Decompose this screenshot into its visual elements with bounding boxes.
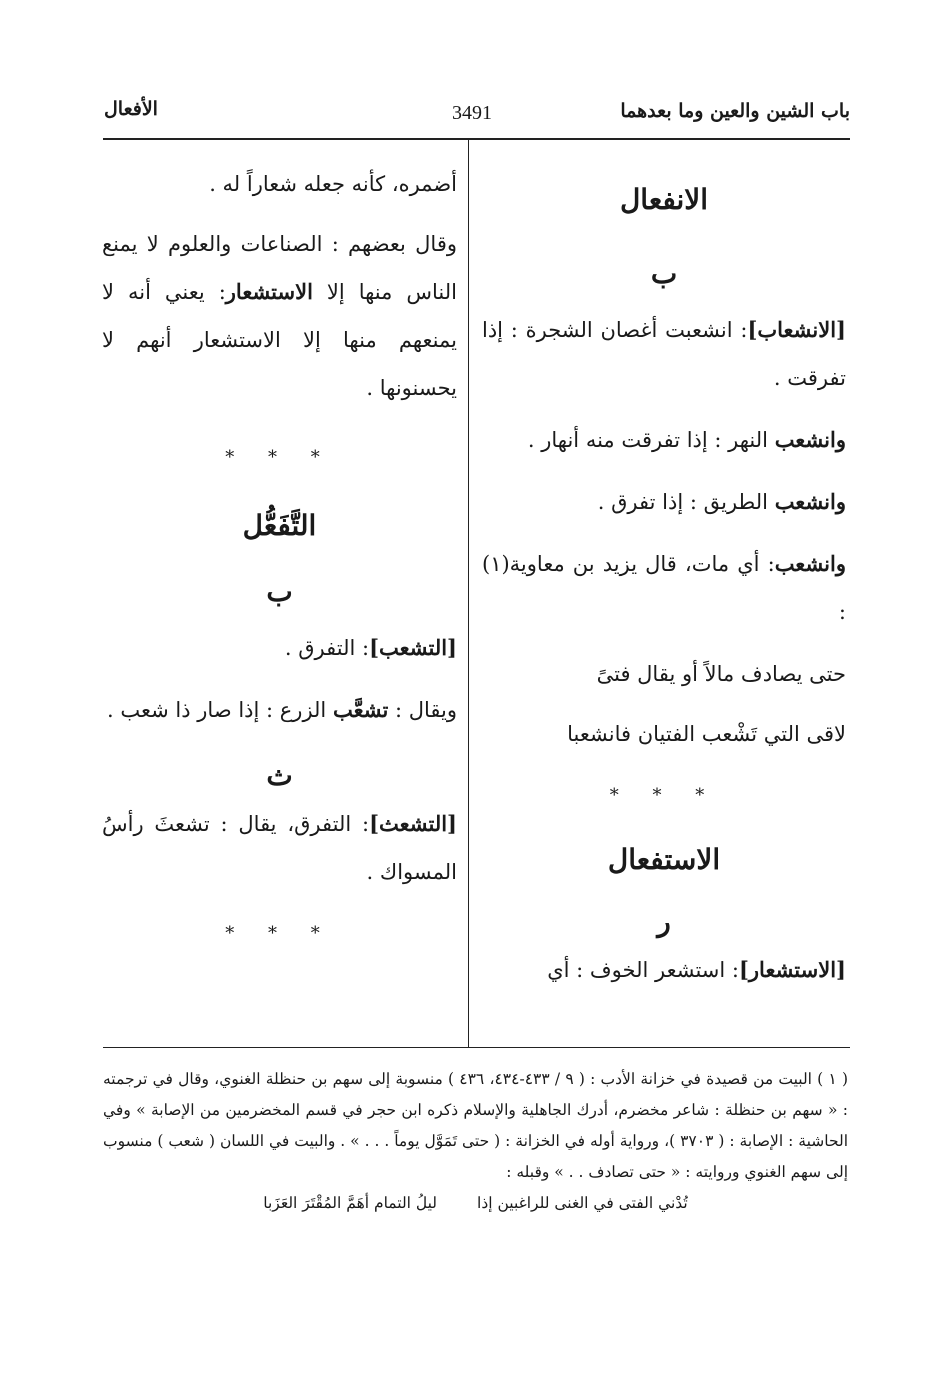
entry-inshaab-road <box>482 478 846 526</box>
header-rule <box>103 138 850 140</box>
letter-heading-ba: ب <box>266 575 293 608</box>
entry-term: [الانشعاب] <box>747 317 846 342</box>
right-column <box>482 160 846 994</box>
entry-text: : التفرق، يقال : تشعثَ رأسُ المسواك . <box>102 812 457 884</box>
page-header <box>98 92 850 132</box>
footnotes <box>103 1064 848 1219</box>
entry-text: : استشعر الخوف : أي <box>547 958 739 982</box>
section-heading-istifaal: الاستفعال <box>607 843 721 876</box>
entry-term: تشعَّب <box>332 697 389 722</box>
entry-tashauth <box>102 800 457 896</box>
entry-tashaub <box>102 624 457 672</box>
entry-continuation: أضمره، كأنه جعله شعاراً له . <box>209 172 457 196</box>
entry-term: وانشعب <box>774 427 846 452</box>
footnote-verse <box>103 1188 848 1219</box>
footnote-verse-second-hemistich: ليلُ التمام أهَمَّ المُقْتَرَ العَزَبا <box>263 1194 438 1212</box>
column-divider <box>468 140 469 1048</box>
section-heading-infial: الانفعال <box>619 183 709 216</box>
chapter-title: باب الشين والعين وما بعدهما <box>620 100 850 122</box>
section-heading-tafaul: التَّفَعُّل <box>242 509 317 542</box>
verse-line-1: حتى يصادف مالاً أو يقال فتىً <box>596 662 846 686</box>
entry-text: : انشعبت أغصان الشجرة : إذا تفرقت . <box>482 318 846 390</box>
entry-term: الاستشعار <box>225 279 313 304</box>
letter-heading-tha: ث <box>266 759 293 792</box>
page-number: 3491 <box>452 102 492 124</box>
letter-heading-ra: ر <box>657 905 671 938</box>
entry-quote <box>102 220 457 412</box>
section-separator: * * * <box>609 785 719 806</box>
entry-term: [التشعث] <box>369 811 457 836</box>
footnote-1: ( ١ ) البيت من قصيدة في خزانة الأدب : ( ٩ / ٤٣٣-٤٣٤، ٤٣٦ ) منسوبة إلى سهم بن حنظلة الغنوي، وقال في ترجمته : « سهم بن حنظلة : شاعر مخضرم، أدرك الجاهلية والإسلام ذكره ابن حجر في قسم المخضرمين من الإصابة » وفي الحاشية : الإصابة : ( ٣٧٠٣ )، ورواية أوله في الخزانة : ( حتى تَمَوَّل يوماً . . . » . والبيت في اللسان ( شعب ) منسوب إلى سهم الغنوي وروايته : « حتى تصادف . . » وقبله : <box>103 1070 848 1181</box>
entry-text: وقال بعضهم : الصناعات والعلوم لا يمنع الناس منها إلا <box>102 232 457 304</box>
entry-istishaar <box>482 946 846 994</box>
verse-line-2: لاقى التي تَشْعب الفتيان فانشعبا <box>567 722 846 746</box>
left-column <box>102 160 457 958</box>
entry-term: [الاستشعار] <box>738 957 846 982</box>
footnote-rule <box>103 1047 850 1048</box>
section-separator: * * * <box>225 923 334 944</box>
entry-inshaab-river <box>482 416 846 464</box>
entry-text: النهر : إذا تفرقت منه أنهار . <box>527 428 775 452</box>
entry-tashaab-crop <box>102 686 457 734</box>
section-separator: * * * <box>225 447 334 468</box>
letter-heading-ba: ب <box>650 257 678 290</box>
entry-text: الطريق : إذا تفرق . <box>597 490 775 514</box>
entry-term: وانشعب <box>774 489 846 514</box>
entry-text: : أي مات، قال يزيد بن معاوية(١) : <box>482 552 846 624</box>
footnote-verse-first-hemistich: تُدْني الفتى في الغنى للراغبين إذا <box>477 1194 688 1212</box>
entry-text: : يعني أنه لا يمنعهم منها إلا الاستشعار أنهم لا يحسنونها . <box>102 280 457 400</box>
entry-text: الزرع : إذا صار ذا شعب . <box>107 698 333 722</box>
entry-term: [التشعب] <box>369 635 457 660</box>
entry-text: : التفرق . <box>284 636 370 660</box>
entry-term: وانشعب <box>774 551 846 576</box>
entry-inshiab <box>482 306 846 402</box>
entry-inshaab-died <box>482 540 846 636</box>
section-title: الأفعال <box>104 98 158 120</box>
entry-text: ويقال : <box>388 698 457 722</box>
